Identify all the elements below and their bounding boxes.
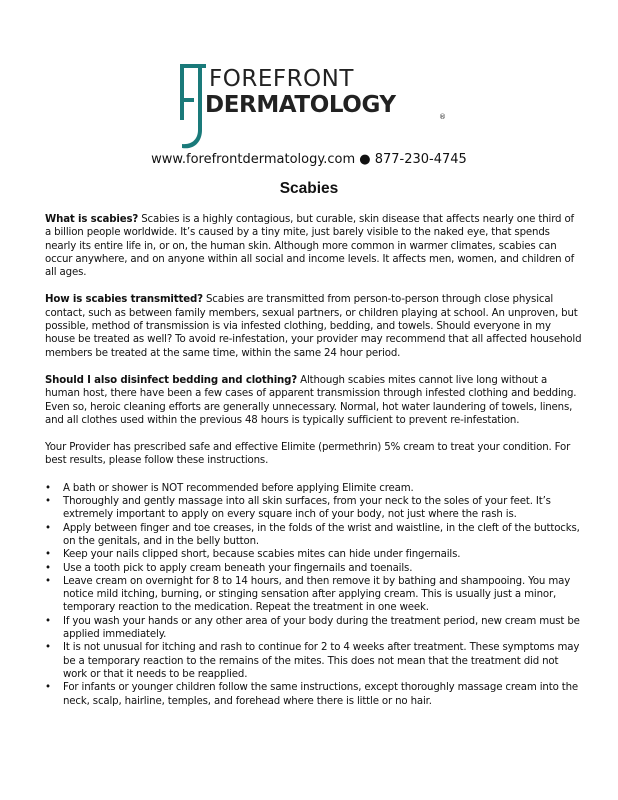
bullet: •	[45, 682, 51, 694]
section-heading: How is scabies transmitted?	[45, 294, 203, 306]
list-item: • Keep your nails clipped short, because scabies mites can hide under fingernails.	[45, 549, 461, 561]
contact-line	[0, 152, 618, 167]
phone-number: 877-230-4745	[374, 152, 467, 167]
section-heading: What is scabies?	[45, 214, 139, 225]
list-item: • Use a tooth pick to apply cream beneath your fingernails and toenails.	[45, 562, 413, 574]
logo-word-forefront: FOREFRONT	[209, 66, 354, 92]
list-item: • Thoroughly and gently massage into all skin surfaces, from your neck to the soles of your feet. It’s extremely important to apply on every square inch of your body, not just where the rash is.	[45, 496, 551, 521]
intro-paragraph: Your Provider has prescribed safe and effective Elimite (permethrin) 5% cream to treat your condition. For best results, please follow these instructions.	[45, 442, 571, 467]
list-item: • Leave cream on overnight for 8 to 14 hours, and then remove it by bathing and shampooing. You may notice mild itching, burning, or stinging sensation after applying cream. This is usually just a minor, temporary reaction to the medication. Repeat the treatment in one week.	[45, 575, 571, 614]
section-text: Scabies are transmitted from person-to-person through close physical contact, such as between family members, sexual partners, or children playing at school. An unproven, but possible, method of transmission is via infested clothing, bedding, and towels. Should everyone in my house be treated as well? To avoid re-infestation, your provider may recommend that all affected household members be treated at the same time, within the same 24 hour period.	[45, 294, 582, 359]
list-item: • For infants or younger children follow the same instructions, except thoroughly massage cream into the neck, scalp, hairline, temples, and forehead where there is little or no hair.	[45, 682, 579, 707]
page-title: Scabies	[279, 180, 339, 197]
list-item: • Apply between finger and toe creases, in the folds of the wrist and waistline, in the cleft of the buttocks, on the genitals, and in the belly button.	[45, 522, 580, 547]
separator-dot: ●	[359, 152, 371, 167]
forefront-dermatology-logo	[176, 60, 466, 152]
bullet: •	[45, 562, 51, 574]
logo-word-dermatology: DERMATOLOGY	[205, 92, 396, 118]
bullet: •	[45, 549, 51, 561]
instructions-list	[45, 482, 583, 708]
bullet: •	[45, 482, 51, 494]
bullet: •	[45, 642, 51, 654]
section-what-is-scabies	[45, 213, 583, 279]
bullet: •	[45, 615, 51, 627]
section-disinfect	[45, 374, 583, 427]
section-text: Although scabies mites cannot live long without a human host, there have been a few cases of apparent transmission through infested clothing and bedding. Even so, heroic cleaning efforts are generally unnecessary. Normal, hot water laundering of towels, linens, and all clothes used within the previous 48 hours is typically sufficient to prevent re-infestation.	[45, 374, 577, 426]
registered-mark: ®	[439, 113, 446, 121]
list-item: • It is not unusual for itching and rash to continue for 2 to 4 weeks after treatment. These symptoms may be a temporary reaction to the remains of the mites. This does not mean that the treatment did not work or that it needs to be reapplied.	[45, 642, 580, 680]
bullet: •	[45, 496, 51, 508]
document-body	[45, 213, 583, 708]
list-item: • If you wash your hands or any other area of your body during the treatment period, new cream must be applied immediately.	[45, 615, 580, 641]
bullet: •	[45, 522, 51, 534]
list-item: • A bath or shower is NOT recommended before applying Elimite cream.	[45, 482, 414, 494]
bullet: •	[45, 575, 51, 587]
section-text: Scabies is a highly contagious, but curable, skin disease that affects nearly one third of a billion people worldwide. It’s caused by a tiny mite, just barely visible to the naked eye, that spends nearly its entire life in, or on, the human skin. Although more common in warmer climates, scabies can occur anywhere, and on anyone within all social and income levels. It affects men, women, and children of all ages.	[45, 214, 575, 279]
section-heading: Should I also disinfect bedding and clothing?	[45, 374, 298, 386]
website-link[interactable]: www.forefrontdermatology.com	[151, 152, 356, 167]
section-transmission	[45, 293, 583, 359]
